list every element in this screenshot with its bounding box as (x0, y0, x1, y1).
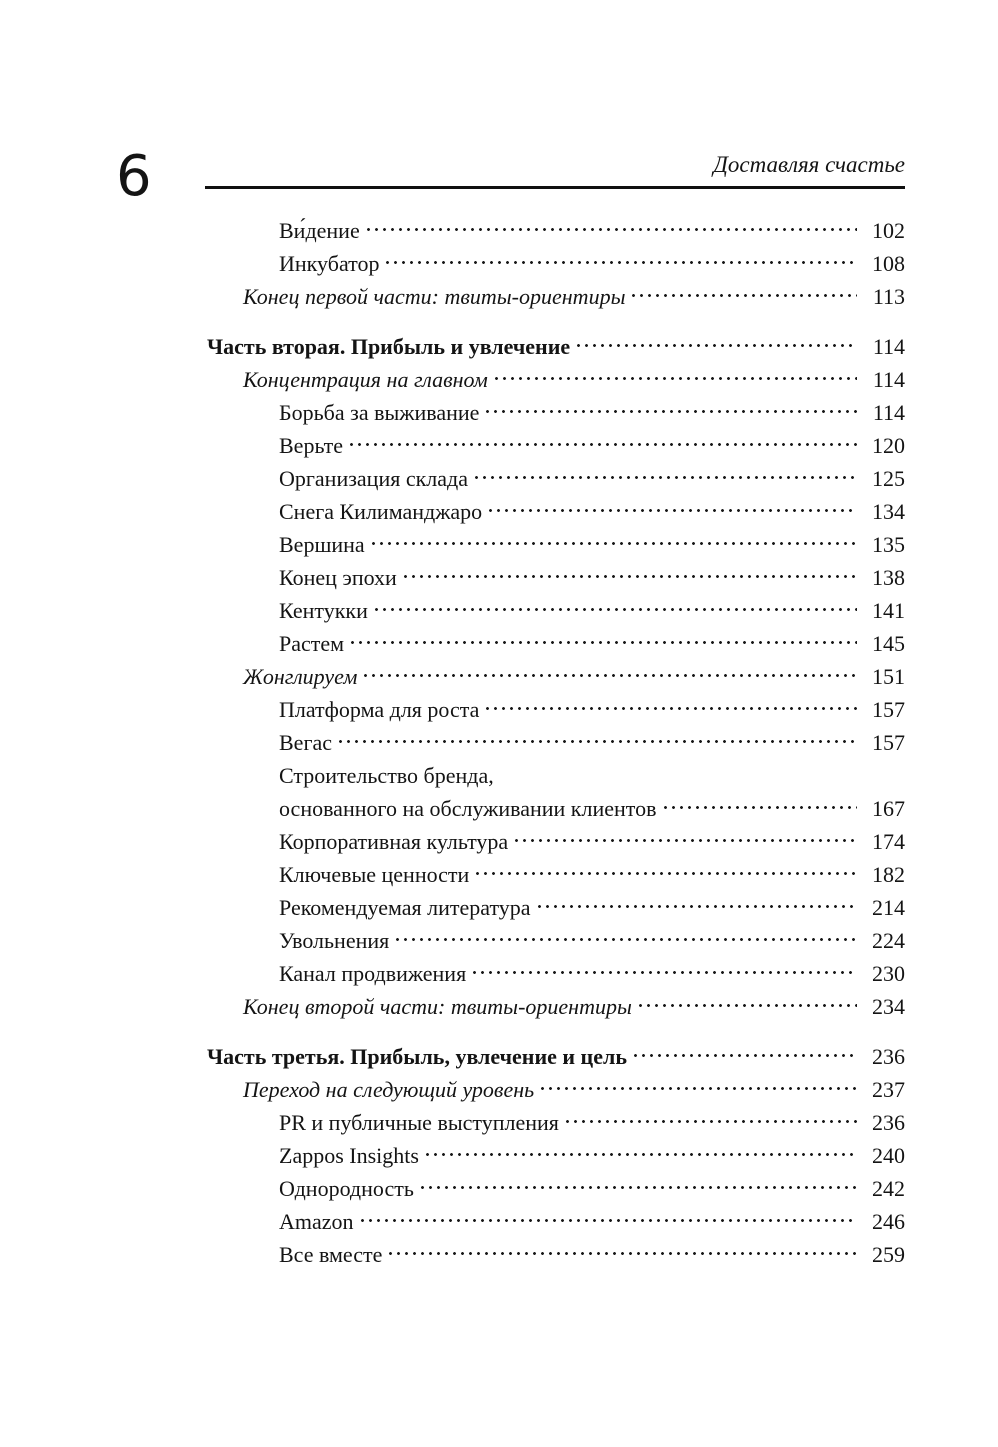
toc (207, 214, 905, 1271)
toc-entry (207, 858, 905, 891)
toc-entry-label: Zappos Insights (279, 1143, 419, 1168)
toc-entry-page: 114 (872, 367, 905, 392)
toc-entry-page: 138 (872, 565, 905, 590)
toc-entry-label: Борьба за выживание (279, 400, 480, 425)
toc-entry-page: 242 (872, 1176, 905, 1201)
toc-entry (207, 792, 905, 825)
toc-entry-label: Снега Килиманджаро (279, 499, 483, 524)
toc-entry-label: Рекомендуемая литература (279, 895, 531, 920)
toc-entry-page: 240 (872, 1143, 905, 1168)
toc-entry (207, 759, 905, 792)
toc-entry (207, 429, 905, 462)
toc-entry-page: 135 (872, 532, 905, 557)
toc-entry-label: Ви́дение (279, 218, 360, 243)
header-rule (205, 186, 905, 189)
toc-entry-label: Конец второй части: твиты-ориентиры (243, 994, 632, 1019)
toc-entry-page: 174 (872, 829, 905, 854)
toc-entry (207, 924, 905, 957)
toc-entry (207, 594, 905, 627)
toc-entry (207, 825, 905, 858)
toc-entry (207, 1238, 905, 1271)
toc-entry (207, 693, 905, 726)
toc-entry-label: Увольнения (279, 928, 390, 953)
toc-entry-page: 234 (872, 994, 905, 1019)
toc-entry-page: 230 (872, 961, 905, 986)
toc-entry-page: 120 (872, 433, 905, 458)
toc-entry-label: Инкубатор (279, 251, 380, 276)
toc-entry-label: Однородность (279, 1176, 414, 1201)
toc-entry (207, 1040, 905, 1073)
toc-entry-label: Верьте (279, 433, 344, 458)
toc-entry (207, 330, 905, 363)
toc-entry (207, 660, 905, 693)
toc-entry-page: 157 (872, 697, 905, 722)
toc-entry-page: 167 (872, 796, 905, 821)
toc-entry (207, 726, 905, 759)
toc-entry-page: 113 (872, 284, 905, 309)
toc-entry-label: Все вместе (279, 1242, 383, 1267)
toc-entry-page: 224 (872, 928, 905, 953)
toc-entry (207, 627, 905, 660)
toc-entry-page: 157 (872, 730, 905, 755)
toc-entry-page: 141 (872, 598, 905, 623)
toc-entry (207, 528, 905, 561)
toc-entry-page: 114 (872, 334, 905, 359)
toc-entry (207, 214, 905, 247)
toc-entry (207, 462, 905, 495)
toc-entry-label: Организация склада (279, 466, 468, 491)
toc-entry-label: Канал продвижения (279, 961, 467, 986)
toc-entry-label: Amazon (279, 1209, 354, 1234)
toc-entry-label: Кентукки (279, 598, 368, 623)
toc-entry-page: 151 (872, 664, 905, 689)
toc-entry-page: 145 (872, 631, 905, 656)
toc-entry-label: Растем (279, 631, 345, 656)
page-number-folio: 6 (116, 144, 152, 209)
toc-entry (207, 957, 905, 990)
toc-entry-page: 236 (872, 1110, 905, 1135)
toc-entry (207, 495, 905, 528)
toc-entry (207, 1172, 905, 1205)
toc-entry (207, 1139, 905, 1172)
toc-entry-page: 259 (872, 1242, 905, 1267)
toc-entry-label: Корпоративная культура (279, 829, 509, 854)
toc-entry-page: 108 (872, 251, 905, 276)
toc-entry-label: Часть третья. Прибыль, увлечение и цель (207, 1044, 627, 1069)
toc-entry (207, 891, 905, 924)
toc-entry-page: 114 (872, 400, 905, 425)
toc-entry (207, 280, 905, 313)
toc-entry-label: Жонглируем (243, 664, 358, 689)
toc-entry-label: основанного на обслуживании клиентов (279, 796, 657, 821)
toc-entry-label: Платформа для роста (279, 697, 480, 722)
toc-entry (207, 396, 905, 429)
toc-entry-page: 237 (872, 1077, 905, 1102)
toc-entry (207, 561, 905, 594)
toc-entry-page: 214 (872, 895, 905, 920)
toc-entry-label: Ключевые ценности (279, 862, 470, 887)
toc-entry (207, 990, 905, 1023)
toc-entry-label: Концентрация на главном (243, 367, 488, 392)
toc-entry-page: 134 (872, 499, 905, 524)
toc-entry (207, 1073, 905, 1106)
toc-entry-label: Переход на следующий уровень (243, 1077, 535, 1102)
toc-entry-page: 102 (872, 218, 905, 243)
toc-entry-label: PR и публичные выступления (279, 1110, 559, 1135)
toc-entry (207, 247, 905, 280)
running-header: Доставляя счастье (713, 152, 905, 177)
toc-entry-page: 246 (872, 1209, 905, 1234)
toc-entry-page: 236 (872, 1044, 905, 1069)
toc-entry-page: 182 (872, 862, 905, 887)
toc-entry (207, 1205, 905, 1238)
toc-entry-label: Вегас (279, 730, 332, 755)
toc-entry-label: Конец эпохи (279, 565, 397, 590)
toc-entry (207, 1106, 905, 1139)
toc-entry-label: Вершина (279, 532, 365, 557)
toc-entry-page: 125 (872, 466, 905, 491)
toc-entry-label: Строительство бренда, (279, 763, 494, 788)
toc-entry-label: Конец первой части: твиты-ориентиры (243, 284, 626, 309)
toc-entry (207, 363, 905, 396)
toc-entry-label: Часть вторая. Прибыль и увлечение (207, 334, 571, 359)
